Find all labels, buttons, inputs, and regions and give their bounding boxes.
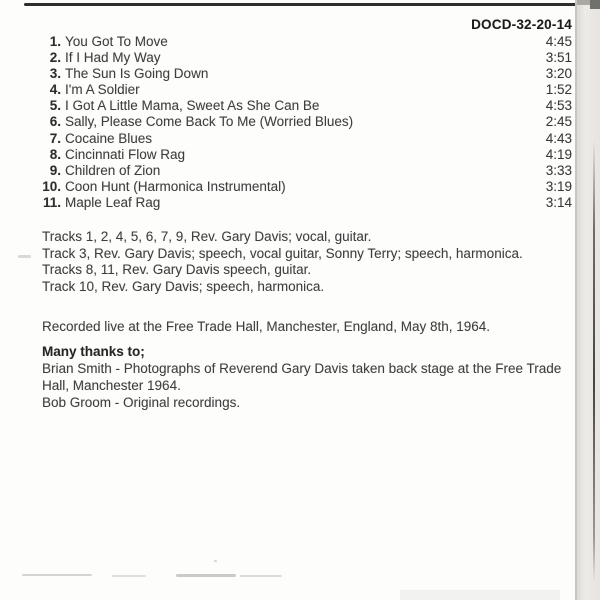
track-row xyxy=(36,195,572,211)
track-row xyxy=(36,34,572,50)
track-title: Cocaine Blues xyxy=(65,130,153,146)
catalog-number: DOCD-32-20-14 xyxy=(471,17,572,32)
track-number: 8. xyxy=(49,146,61,162)
scan-smudge xyxy=(22,574,92,576)
personnel-line: Tracks 8, 11, Rev. Gary Davis speech, guitar. xyxy=(42,262,312,278)
track-number: 3. xyxy=(49,66,61,82)
track-number: 2. xyxy=(49,50,61,66)
acknowledgement-line: Bob Groom - Original recordings. xyxy=(42,395,241,410)
track-duration: 2:45 xyxy=(545,114,572,130)
personnel-line: Track 10, Rev. Gary Davis; speech, harmonica. xyxy=(42,279,325,295)
personnel-credits xyxy=(42,229,576,296)
track-title: Children of Zion xyxy=(65,162,161,178)
acknowledgements-heading: Many thanks to; xyxy=(42,344,145,359)
track-title: Cincinnati Flow Rag xyxy=(65,146,186,162)
track-number: 6. xyxy=(49,114,61,130)
page-top-edge-line xyxy=(24,3,577,6)
personnel-line: Track 3, Rev. Gary Davis; speech, vocal guitar, Sonny Terry; speech, harmonica. xyxy=(42,245,523,261)
track-duration: 4:53 xyxy=(545,98,572,114)
track-title: If I Had My Way xyxy=(65,50,161,66)
track-title: Sally, Please Come Back To Me (Worried Blues) xyxy=(65,114,354,130)
track-row xyxy=(36,114,572,130)
track-title: You Got To Move xyxy=(65,34,168,49)
track-row xyxy=(36,131,572,147)
track-row xyxy=(36,66,572,82)
track-row xyxy=(36,163,572,179)
track-duration: 4:19 xyxy=(545,146,572,162)
track-title: I'm A Soldier xyxy=(65,82,140,98)
track-number: 5. xyxy=(49,98,61,114)
track-duration: 3:14 xyxy=(545,194,572,210)
scan-corner-dark-patch xyxy=(590,0,600,9)
scan-smudge xyxy=(240,575,282,577)
acknowledgements xyxy=(42,343,576,411)
track-number: 11. xyxy=(42,194,61,210)
scan-smudge xyxy=(112,575,146,577)
scan-speck xyxy=(214,560,217,562)
personnel-line: Tracks 1, 2, 4, 5, 6, 7, 9, Rev. Gary Davis; vocal, guitar. xyxy=(42,229,372,244)
track-row xyxy=(36,50,572,66)
track-duration: 4:43 xyxy=(545,130,572,146)
track-title: Maple Leaf Rag xyxy=(65,194,161,210)
track-number: 7. xyxy=(49,130,61,146)
scan-right-margin xyxy=(577,0,600,600)
track-row xyxy=(36,82,572,98)
track-row xyxy=(36,98,572,114)
scan-smudge xyxy=(18,255,31,258)
scan-smudge xyxy=(176,574,236,577)
scan-bottom-band xyxy=(400,590,560,600)
track-duration: 3:33 xyxy=(545,162,572,178)
track-title: The Sun Is Going Down xyxy=(65,66,209,82)
track-number: 4. xyxy=(49,82,61,98)
track-duration: 4:45 xyxy=(545,34,572,49)
track-number: 1. xyxy=(49,34,61,49)
track-duration: 3:20 xyxy=(545,66,572,82)
acknowledgement-line: Brian Smith - Photographs of Reverend Gary Davis taken back stage at the Free Trade xyxy=(42,361,562,376)
track-row xyxy=(36,179,572,195)
track-duration: 1:52 xyxy=(545,82,572,98)
page-edge-shadow xyxy=(575,0,577,600)
track-duration: 3:51 xyxy=(545,50,572,66)
track-list xyxy=(36,34,572,211)
track-number: 10. xyxy=(42,178,61,194)
scan-scratch-line xyxy=(593,140,595,582)
acknowledgement-line: Hall, Manchester 1964. xyxy=(42,378,181,393)
track-title: I Got A Little Mama, Sweet As She Can Be xyxy=(65,98,320,114)
track-number: 9. xyxy=(49,162,61,178)
recording-note: Recorded live at the Free Trade Hall, Manchester, England, May 8th, 1964. xyxy=(42,319,490,334)
track-title: Coon Hunt (Harmonica Instrumental) xyxy=(65,178,286,194)
track-duration: 3:19 xyxy=(545,178,572,194)
track-row xyxy=(36,147,572,163)
